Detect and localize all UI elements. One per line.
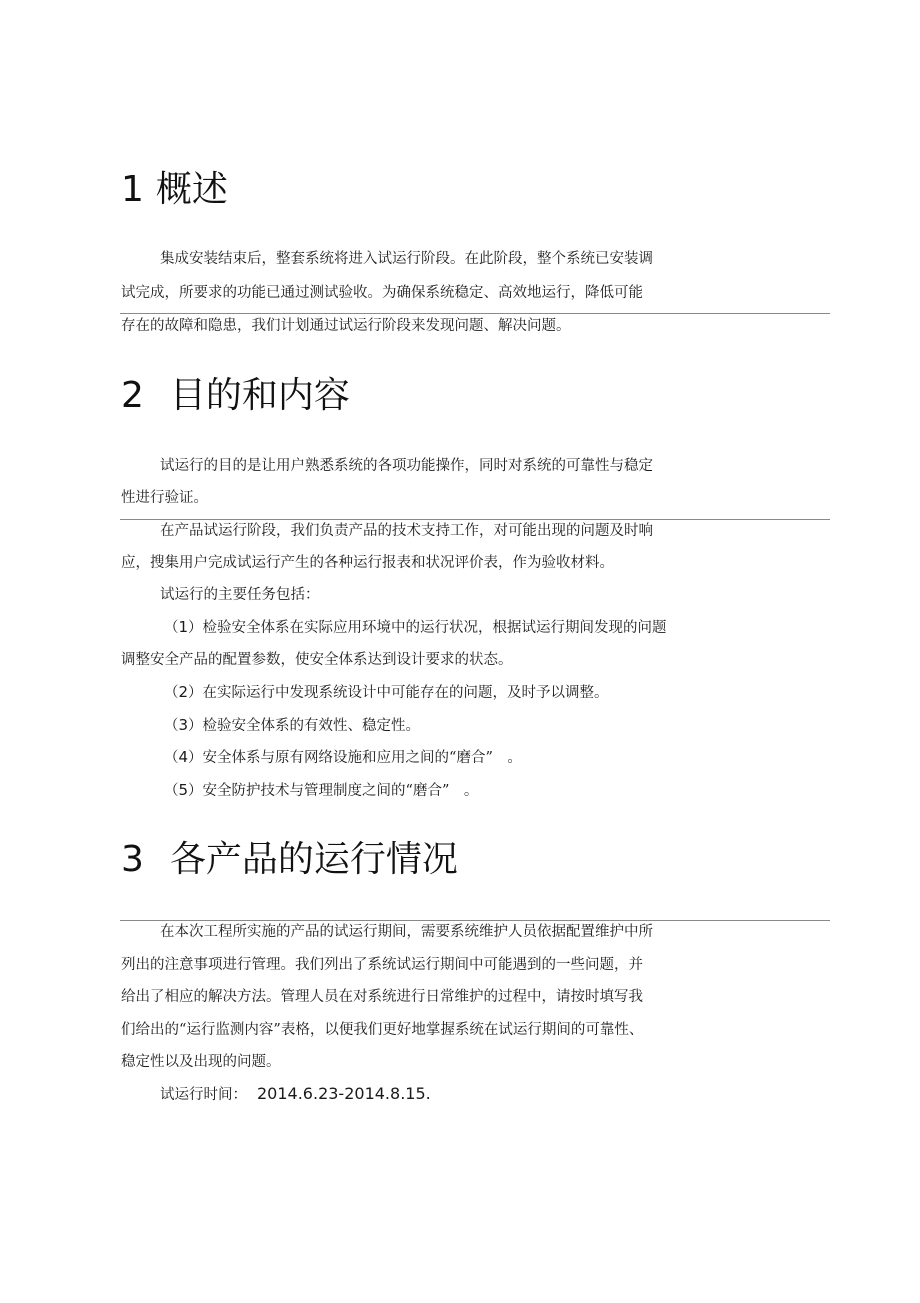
trial-period-value: 2014.6.23-2014.8.15. — [257, 1084, 431, 1103]
list-item-1-text: ）检验安全体系在实际应用环境中的运行状况，根据试运行期间发现的问题 — [188, 620, 667, 636]
divider — [120, 519, 830, 520]
section-2-heading — [121, 376, 350, 416]
list-item-3-number: 3 — [178, 716, 189, 734]
section-2-line-2: 性进行验证。 — [121, 490, 208, 506]
list-item-3-text: ）检验安全体系的有效性、稳定性。 — [188, 718, 421, 734]
section-3-number: 3 — [121, 839, 144, 880]
section-3-line-2: 列出的注意事项进行管理。我们列出了系统试运行期间中可能遇到的一些问题，并 — [121, 957, 643, 973]
list-item-3-open: （ — [164, 718, 179, 734]
list-item-2-number: 2 — [178, 683, 189, 701]
section-2-line-4: 应，搜集用户完成试运行产生的各种运行报表和状况评价表，作为验收材料。 — [121, 555, 614, 571]
section-1-line-3: 存在的故障和隐患，我们计划通过试运行阶段来发现问题、解决问题。 — [121, 318, 571, 334]
list-item-5-text: ）安全防护技术与管理制度之间的“磨合” 。 — [188, 783, 479, 799]
list-item-5-number: 5 — [178, 781, 189, 799]
section-3-line-1: 在本次工程所实施的产品的试运行期间，需要系统维护人员依据配置维护中所 — [160, 924, 653, 940]
divider — [120, 313, 830, 314]
list-item-1-open: （ — [164, 620, 179, 636]
section-3-line-4: 们给出的“运行监测内容”表格，以便我们更好地掌握系统在试运行期间的可靠性、 — [121, 1022, 644, 1038]
section-2-title: 目的和内容 — [169, 375, 350, 416]
section-1-number: 1 — [121, 169, 144, 210]
section-3-heading — [121, 840, 458, 880]
section-3-title: 各产品的运行情况 — [169, 839, 458, 880]
section-2-line-3: 在产品试运行阶段，我们负责产品的技术支持工作，对可能出现的问题及时响 — [160, 523, 653, 539]
list-item-5 — [164, 780, 478, 801]
trial-period-label: 试运行时间： — [160, 1087, 247, 1103]
section-1-line-1: 集成安装结束后，整套系统将进入试运行阶段。在此阶段，整个系统已安装调 — [160, 251, 653, 267]
section-2-line-5: 试运行的主要任务包括： — [160, 587, 320, 603]
list-item-2-open: （ — [164, 685, 179, 701]
divider — [120, 920, 830, 921]
list-item-2-text: ）在实际运行中发现系统设计中可能存在的问题，及时予以调整。 — [188, 685, 609, 701]
list-item-1 — [164, 617, 667, 638]
section-1-heading — [121, 170, 228, 210]
list-item-4-number: 4 — [178, 748, 189, 766]
list-item-1-number: 1 — [178, 618, 189, 636]
list-item-4-text: ）安全体系与原有网络设施和应用之间的“磨合” 。 — [188, 750, 522, 766]
section-1-title: 概述 — [155, 169, 228, 210]
list-item-3 — [164, 715, 420, 736]
list-item-4 — [164, 747, 522, 768]
list-item-1-continuation: 调整安全产品的配置参数，使安全体系达到设计要求的状态。 — [121, 652, 513, 668]
section-2-number: 2 — [121, 375, 144, 416]
list-item-2 — [164, 682, 609, 703]
section-1-line-2: 试完成，所要求的功能已通过测试验收。为确保系统稳定、高效地运行，降低可能 — [121, 285, 643, 301]
section-3-line-3: 给出了相应的解决方法。管理人员在对系统进行日常维护的过程中，请按时填写我 — [121, 989, 643, 1005]
list-item-5-open: （ — [164, 783, 179, 799]
section-2-line-1: 试运行的目的是让用户熟悉系统的各项功能操作，同时对系统的可靠性与稳定 — [160, 458, 653, 474]
trial-period-line — [160, 1084, 431, 1105]
list-item-4-open: （ — [164, 750, 179, 766]
section-3-line-5: 稳定性以及出现的问题。 — [121, 1054, 281, 1070]
